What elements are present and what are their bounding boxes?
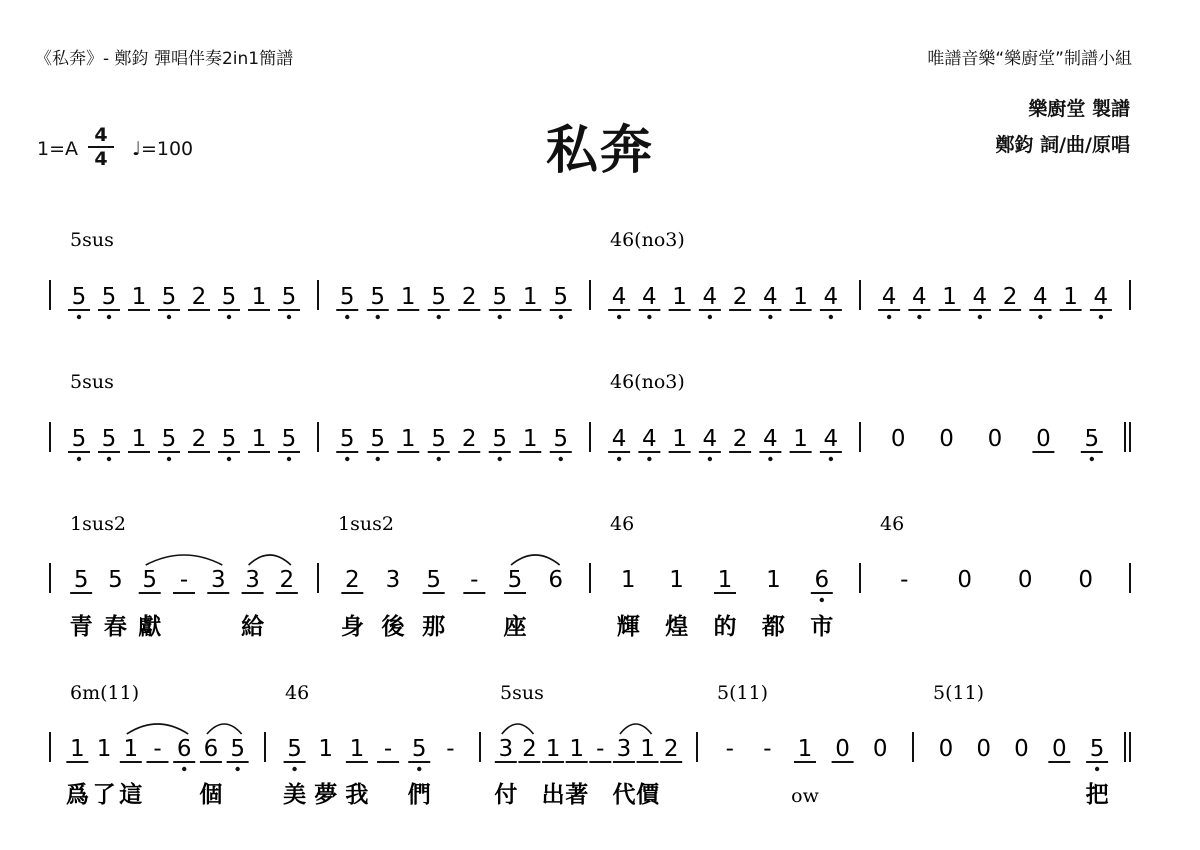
lyric-syllable: 把: [1085, 782, 1109, 808]
low-octave-dot: [292, 767, 296, 771]
note-3: 3: [498, 736, 514, 762]
low-octave-dot: [107, 315, 111, 319]
note-5: 5: [370, 284, 386, 310]
note-1: 1: [640, 736, 655, 762]
note-4: 4: [1093, 284, 1109, 310]
dash-mark: -: [763, 736, 772, 762]
chord-symbol: 5sus: [70, 229, 114, 251]
note-2: 2: [345, 567, 360, 593]
note-5: 5: [101, 284, 117, 310]
note-5: 5: [431, 284, 447, 310]
chord-symbol: 1sus2: [338, 513, 394, 535]
note-2: 2: [461, 284, 477, 310]
note-2: 2: [461, 426, 477, 452]
note-5: 5: [492, 426, 508, 452]
low-octave-dot: [768, 315, 772, 319]
note-5: 5: [108, 567, 123, 593]
lyric-syllable: 青: [69, 614, 93, 640]
note-1: 1: [942, 284, 957, 310]
note-5: 5: [370, 426, 386, 452]
credit-composer: 鄭鈞 詞/曲/原唱: [995, 134, 1130, 156]
note-1: 1: [131, 284, 147, 310]
note-1: 1: [672, 426, 687, 452]
low-octave-dot: [345, 315, 349, 319]
note-1: 1: [522, 284, 538, 310]
note-0: 0: [976, 736, 992, 762]
chord-symbol: 1sus2: [70, 513, 126, 535]
slur: [146, 555, 223, 565]
low-octave-dot: [345, 457, 349, 461]
chord-symbol: 46: [880, 513, 905, 535]
lyric-syllable: 身: [340, 614, 364, 640]
note-4: 4: [702, 284, 718, 310]
note-1: 1: [766, 567, 781, 593]
lyric-syllable: 出: [541, 782, 565, 808]
lyric-syllable: 付: [494, 782, 518, 808]
chord-symbol: 5sus: [70, 371, 114, 393]
note-4: 4: [1033, 284, 1048, 310]
note-4: 4: [702, 426, 718, 452]
slur: [502, 724, 534, 734]
header-right: 唯譜音樂“樂廚堂”制譜小組: [927, 49, 1132, 69]
note-4: 4: [642, 284, 657, 310]
note-1: 1: [251, 426, 267, 452]
header-left: 《私奔》- 鄭鈞 彈唱伴奏2in1簡譜: [35, 49, 294, 69]
note-5: 5: [221, 284, 237, 310]
note-0: 0: [1051, 736, 1067, 762]
note-3: 3: [385, 567, 401, 593]
lyric-syllable: 那: [422, 614, 446, 640]
lyric-syllable: 個: [199, 782, 223, 808]
note-1: 1: [400, 284, 416, 310]
low-octave-dot: [617, 315, 621, 319]
song-title: 私奔: [545, 121, 654, 181]
note-1: 1: [569, 736, 585, 762]
note-1: 1: [717, 567, 733, 593]
note-0: 0: [872, 736, 888, 762]
note-5: 5: [431, 426, 447, 452]
note-1: 1: [793, 284, 808, 310]
note-5: 5: [281, 426, 297, 452]
note-2: 2: [191, 426, 207, 452]
low-octave-dot: [559, 315, 563, 319]
time-numerator: 4: [88, 124, 114, 148]
low-octave-dot: [647, 457, 651, 461]
slur: [620, 724, 652, 734]
note-0: 0: [938, 736, 954, 762]
chord-symbol: 46: [285, 682, 310, 704]
note-1: 1: [96, 736, 112, 762]
note-4: 4: [611, 284, 627, 310]
note-5: 5: [426, 567, 441, 593]
low-octave-dot: [77, 315, 81, 319]
tempo-marking: ♩=100: [132, 138, 194, 160]
low-octave-dot: [182, 767, 186, 771]
lyric-syllable: 春: [103, 614, 127, 640]
note-1: 1: [251, 284, 267, 310]
staff-4: [50, 682, 1130, 808]
note-3: 3: [245, 567, 260, 593]
low-octave-dot: [437, 457, 441, 461]
note-5: 5: [1084, 426, 1100, 452]
note-4: 4: [611, 426, 627, 452]
chord-symbol: 5(11): [933, 682, 985, 704]
note-5: 5: [73, 567, 89, 593]
lyric-syllable: 們: [407, 782, 431, 808]
note-0: 0: [1078, 567, 1094, 593]
low-octave-dot: [107, 457, 111, 461]
low-octave-dot: [167, 315, 171, 319]
note-5: 5: [553, 284, 569, 310]
lyric-syllable: 我: [345, 782, 369, 808]
note-5: 5: [339, 284, 355, 310]
note-4: 4: [642, 426, 657, 452]
note-5: 5: [101, 426, 117, 452]
lyric-syllable: 都: [761, 614, 785, 640]
note-1: 1: [131, 426, 147, 452]
staff-2: [50, 371, 1130, 461]
note-5: 5: [161, 284, 177, 310]
note-5: 5: [71, 284, 87, 310]
note-0: 0: [1014, 736, 1029, 762]
note-6: 6: [203, 736, 219, 762]
note-1: 1: [797, 736, 813, 762]
low-octave-dot: [235, 767, 239, 771]
note-0: 0: [957, 567, 973, 593]
note-4: 4: [881, 284, 897, 310]
low-octave-dot: [1038, 315, 1042, 319]
note-3: 3: [210, 567, 226, 593]
time-denominator: 4: [94, 148, 108, 170]
note-5: 5: [230, 736, 245, 762]
note-2: 2: [732, 426, 748, 452]
note-0: 0: [890, 426, 906, 452]
lyric-syllable: 座: [503, 614, 527, 640]
note-3: 3: [616, 736, 632, 762]
note-2: 2: [279, 567, 295, 593]
note-0: 0: [835, 736, 850, 762]
note-5: 5: [161, 426, 177, 452]
note-5: 5: [507, 567, 523, 593]
low-octave-dot: [887, 315, 891, 319]
note-4: 4: [823, 426, 839, 452]
note-5: 5: [221, 426, 237, 452]
chord-symbol: 6m(11): [70, 682, 140, 704]
lyric-syllable: 代: [612, 782, 636, 808]
lyric-syllable: 的: [713, 614, 737, 640]
note-2: 2: [663, 736, 679, 762]
note-1: 1: [349, 736, 365, 762]
note-4: 4: [823, 284, 839, 310]
dash-mark: -: [179, 567, 189, 593]
chord-symbol: 5sus: [500, 682, 544, 704]
note-6: 6: [814, 567, 830, 593]
note-0: 0: [987, 426, 1003, 452]
key-signature: 1=A: [37, 138, 79, 160]
note-2: 2: [732, 284, 748, 310]
dash-mark: -: [596, 736, 605, 762]
low-octave-dot: [417, 767, 421, 771]
dash-mark: -: [383, 736, 393, 762]
note-4: 4: [972, 284, 988, 310]
lyric-syllable: 後: [381, 614, 405, 640]
low-octave-dot: [1099, 315, 1103, 319]
dash-mark: -: [470, 567, 479, 593]
note-4: 4: [763, 426, 778, 452]
dash-mark: -: [153, 736, 162, 762]
lyric-syllable: 著: [565, 782, 589, 808]
low-octave-dot: [820, 598, 824, 602]
low-octave-dot: [559, 457, 563, 461]
note-4: 4: [912, 284, 927, 310]
dash-mark: -: [900, 567, 909, 593]
lyric-syllable: 給: [241, 614, 265, 640]
chord-symbol: 46: [610, 513, 635, 535]
note-6: 6: [176, 736, 192, 762]
low-octave-dot: [1090, 457, 1094, 461]
low-octave-dot: [829, 315, 833, 319]
dash-mark: -: [725, 736, 734, 762]
slur: [249, 555, 291, 565]
low-octave-dot: [829, 457, 833, 461]
lyric-syllable: 價: [636, 782, 660, 808]
note-5: 5: [553, 426, 569, 452]
note-5: 5: [339, 426, 355, 452]
slur: [207, 724, 242, 734]
low-octave-dot: [1095, 767, 1099, 771]
note-5: 5: [281, 284, 297, 310]
low-octave-dot: [287, 457, 291, 461]
note-5: 5: [71, 426, 87, 452]
lyric-syllable: 輝: [616, 614, 640, 640]
low-octave-dot: [647, 315, 651, 319]
note-1: 1: [672, 284, 687, 310]
note-2: 2: [191, 284, 207, 310]
staff-3: [50, 513, 1130, 640]
note-1: 1: [70, 736, 85, 762]
staff-1: [50, 229, 1130, 319]
lyric-syllable: ow: [791, 785, 819, 807]
note-6: 6: [548, 567, 563, 593]
note-5: 5: [411, 736, 427, 762]
low-octave-dot: [376, 457, 380, 461]
lyric-syllable: 煌: [665, 614, 689, 640]
low-octave-dot: [227, 315, 231, 319]
note-1: 1: [400, 426, 416, 452]
note-5: 5: [287, 736, 302, 762]
low-octave-dot: [437, 315, 441, 319]
lyric-syllable: 爲: [65, 782, 89, 808]
note-1: 1: [793, 426, 808, 452]
lyric-syllable: 夢: [314, 782, 338, 808]
low-octave-dot: [227, 457, 231, 461]
note-1: 1: [545, 736, 561, 762]
note-2: 2: [522, 736, 537, 762]
credit-arranger: 樂廚堂 製譜: [1028, 98, 1130, 120]
chord-symbol: 46(no3): [610, 371, 685, 393]
note-1: 1: [1063, 284, 1078, 310]
chord-symbol: 46(no3): [610, 229, 685, 251]
low-octave-dot: [376, 315, 380, 319]
lyric-syllable: 美: [283, 782, 307, 808]
lyric-syllable: 市: [810, 614, 834, 640]
note-5: 5: [1089, 736, 1105, 762]
lyric-syllable: 獻: [138, 614, 162, 640]
low-octave-dot: [167, 457, 171, 461]
low-octave-dot: [917, 315, 921, 319]
low-octave-dot: [287, 315, 291, 319]
note-0: 0: [939, 426, 954, 452]
note-5: 5: [142, 567, 158, 593]
low-octave-dot: [498, 457, 502, 461]
note-2: 2: [1002, 284, 1018, 310]
low-octave-dot: [768, 457, 772, 461]
low-octave-dot: [978, 315, 982, 319]
low-octave-dot: [77, 457, 81, 461]
chord-symbol: 5(11): [717, 682, 769, 704]
slur: [127, 724, 188, 734]
note-1: 1: [522, 426, 538, 452]
note-1: 1: [620, 567, 636, 593]
lyric-syllable: 了: [92, 782, 116, 808]
lyric-syllable: 這: [119, 782, 143, 808]
note-0: 0: [1017, 567, 1033, 593]
dash-mark: -: [446, 736, 455, 762]
low-octave-dot: [708, 315, 712, 319]
note-1: 1: [669, 567, 684, 593]
note-5: 5: [492, 284, 508, 310]
low-octave-dot: [498, 315, 502, 319]
low-octave-dot: [617, 457, 621, 461]
note-1: 1: [318, 736, 334, 762]
note-4: 4: [763, 284, 778, 310]
note-1: 1: [123, 736, 139, 762]
low-octave-dot: [708, 457, 712, 461]
note-0: 0: [1036, 426, 1051, 452]
slur: [511, 555, 560, 565]
